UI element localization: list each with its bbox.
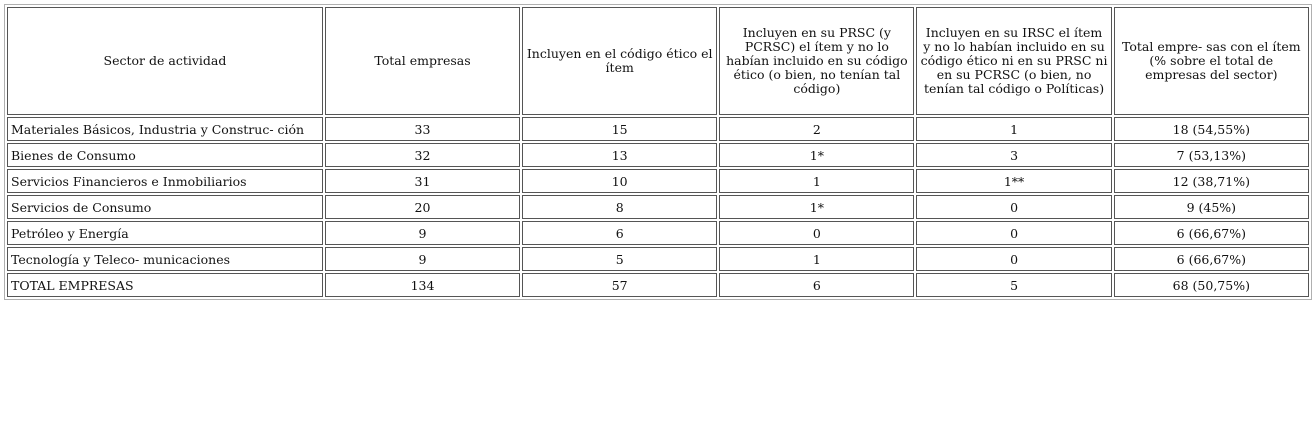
cell-irsc: 1 [916, 117, 1111, 141]
cell-total: 9 [325, 221, 520, 245]
cell-prsc: 1* [719, 143, 914, 167]
cell-total-with-item: 68 (50,75%) [1114, 273, 1309, 297]
cell-prsc: 0 [719, 221, 914, 245]
cell-irsc: 5 [916, 273, 1111, 297]
cell-ethics-code: 6 [522, 221, 717, 245]
table-header [7, 7, 1309, 115]
cell-ethics-code: 15 [522, 117, 717, 141]
cell-irsc: 0 [916, 221, 1111, 245]
header-prsc: Incluyen en su PRSC (y PCRSC) el ítem y no lo habían incluido en su código ético (o bien, no tenían tal código) [719, 7, 914, 115]
cell-total: 31 [325, 169, 520, 193]
cell-sector: Servicios Financieros e Inmobiliarios [7, 169, 323, 193]
header-total-with-item: Total empre- sas con el ítem (% sobre el total de empresas del sector) [1114, 7, 1309, 115]
cell-total: 32 [325, 143, 520, 167]
cell-total-with-item: 6 (66,67%) [1114, 221, 1309, 245]
cell-ethics-code: 10 [522, 169, 717, 193]
header-irsc: Incluyen en su IRSC el ítem y no lo habían incluido en su código ético ni en su PRSC ni en su PCRSC (o bien, no tenían tal código o Políticas) [916, 7, 1111, 115]
cell-sector: Servicios de Consumo [7, 195, 323, 219]
header-ethics-code: Incluyen en el código ético el ítem [522, 7, 717, 115]
table-row [7, 117, 1309, 141]
cell-irsc: 1** [916, 169, 1111, 193]
cell-prsc: 6 [719, 273, 914, 297]
cell-sector: Bienes de Consumo [7, 143, 323, 167]
table-row-total [7, 273, 1309, 297]
cell-sector: Materiales Básicos, Industria y Construc- ción [7, 117, 323, 141]
header-total-companies: Total empresas [325, 7, 520, 115]
cell-total-with-item: 9 (45%) [1114, 195, 1309, 219]
cell-sector: TOTAL EMPRESAS [7, 273, 323, 297]
cell-irsc: 0 [916, 247, 1111, 271]
cell-total-with-item: 18 (54,55%) [1114, 117, 1309, 141]
cell-total: 20 [325, 195, 520, 219]
cell-ethics-code: 8 [522, 195, 717, 219]
cell-irsc: 3 [916, 143, 1111, 167]
cell-ethics-code: 57 [522, 273, 717, 297]
cell-ethics-code: 13 [522, 143, 717, 167]
header-sector: Sector de actividad [7, 7, 323, 115]
cell-total-with-item: 6 (66,67%) [1114, 247, 1309, 271]
cell-sector: Tecnología y Teleco- municaciones [7, 247, 323, 271]
data-table [4, 4, 1312, 300]
cell-total: 134 [325, 273, 520, 297]
table-row [7, 247, 1309, 271]
table-body [7, 117, 1309, 297]
cell-sector: Petróleo y Energía [7, 221, 323, 245]
cell-prsc: 2 [719, 117, 914, 141]
cell-total-with-item: 7 (53,13%) [1114, 143, 1309, 167]
cell-ethics-code: 5 [522, 247, 717, 271]
header-row [7, 7, 1309, 115]
cell-prsc: 1 [719, 247, 914, 271]
cell-irsc: 0 [916, 195, 1111, 219]
table-row [7, 169, 1309, 193]
cell-total: 33 [325, 117, 520, 141]
cell-total-with-item: 12 (38,71%) [1114, 169, 1309, 193]
cell-prsc: 1 [719, 169, 914, 193]
cell-prsc: 1* [719, 195, 914, 219]
table-row [7, 143, 1309, 167]
cell-total: 9 [325, 247, 520, 271]
table-row [7, 195, 1309, 219]
table-row [7, 221, 1309, 245]
